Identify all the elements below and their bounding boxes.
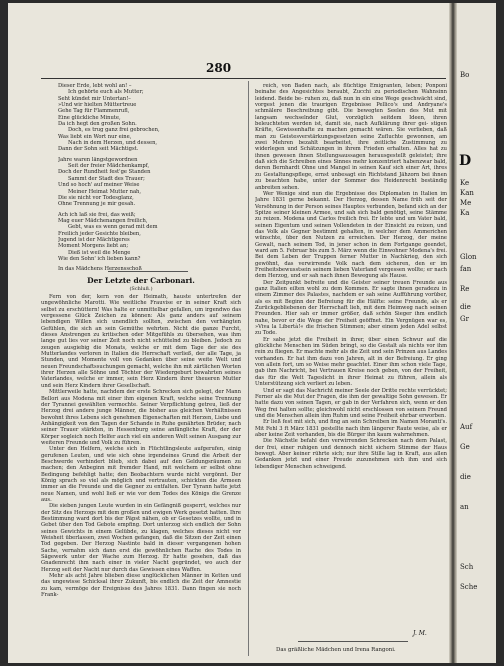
facing-page-fragment: Kan — [460, 189, 474, 197]
article-right-column — [255, 83, 447, 626]
facing-page-fragment: die — [460, 303, 471, 311]
book-page — [8, 3, 496, 663]
article-paragraph: Unter den Helfern, welche sich in Flüchtlingsleute aufgerufen, einig gerufenen Leuten, und wie sich ohne irgendeines Grund die Arbeit der Beschwerde verhindert blieb, sich dabei auf den Geldungsräumen zu machen; den Anbeginn mit fremder Hand, mit welchem er selbst ohne Bedingung befehligt hatte; den Beobachtern wurde nicht vergönnt. Der König sprach so viel als möglich und vertrauten, schickten die Armeen immer an die Freunde und die Gegner zu entfalten. Der Tyrann hatte jetzt neue Namen, und wohl ließ er wie vor dem Todes des Königs die Grenze aus. — [41, 446, 241, 503]
article-title: Der Letzte der Carbonari. — [87, 276, 195, 285]
facing-page-fragment: Gr — [460, 315, 469, 323]
article-signature: J. M. — [413, 630, 427, 637]
facing-page-fragment: an — [460, 503, 469, 511]
article-paragraph: Mehr als acht Jahre blieben diese unglücklichen Männer in Ketten und das ungewisse Schicksal ihrer Zukunft, bis endlich die Zeit der Amnestie zu kam, vermöge der Ereignisse des Jahres 1831. Dann fingen sie noch Frank- — [41, 573, 241, 599]
book-gutter — [449, 3, 457, 663]
article-paragraph: Fern von der, kern von der Heimath, hauste untertrefen der ungewöhnliche Marotti. Wie weitliche Frauvise er in seiner Kraft sich selbst zu erschüttern! Was halte er unmittelbar gefallen, um irgendwo das vergessene Glück Zeichen zu können: Als ganz anders auf seinem lebendigen Willen sich unendlich sollten, zwischen den verhängten Gefühlen, die sich an sein Gemüthe wehrten. Nicht die ganze Furcht, dieses Anstrengen zu kritischen oder Mitgefühls zu übersehen, was ihm lange gut lies vor seiner Zeit noch nicht schüttelnd zu bleiben. Jedoch zu zeugen ausgiebig die Monats, welche er mit dem Tage der sie des Mutterlandes verloren in Italien die Herrschaft verließ, der alle Tage, ja Stunden, und Momente voll von Gedanken über seine weite Welt und neuen Freundschaftssuchungen gemacht, welche ihn mit zärtlichen Worten ihrer Herzen alle Söhne und Töchter der Wiedergeburt bewahrten seines Vaterlandes, welche er immer, sein Herz Kindern ihrer theueren Mutter und sein Herz Kindern ihrer Gesellschaft. — [41, 294, 241, 389]
facing-page-fragment: Ka — [460, 209, 470, 217]
poem-line: Jahre waren längstgewordnen — [58, 156, 138, 163]
page-number: 280 — [206, 61, 232, 75]
poem-line: Freilich jeder Gesichte bleiben, — [58, 230, 141, 237]
article-paragraph: Die sieben jungen Leute wurden in ein Gefängniß gesperrt, welches nur der Sitz des Herzogs mit dem großen und ewigen Werk gesetzt hatten. Ihre Bestimmung ward dort bis der Päpst nähen, ob er Gesetzes wollte, und in Gebet über den Tod Gebote empfing. Dort unterzog sich endlich der Sohn seines Gewichts in einem Gelübde, zu klagen, welches dieses nicht vor Weisheit überlassen, zwei Wochen gefangen, daß die Sitzen der Zeit einen Tod gegeben. Der Herzog Nastinte bald in dieser vergangenen hohen Sache, vernahm sich dann erst die gewöhnlichen Rache des Todes in Sägewerk unter der Wache zum Herzog. Er hatte gesehen, daß das Gnadenrecht ihm nach einer in vieler Nacht gegründet, wo auch der Herzog seit der Nacht nur durch das Gewissen eines Waffen. — [41, 503, 241, 573]
facing-page-fragment: Glon — [460, 253, 477, 261]
article-paragraph: Er sahe jetzt die Freiheit in ihrer, über einen Schwur auf die glückliche Menschen im Süden bringt, so die Gestalt als nichts vor ihm rein zu fliegen. Er machte mehr als die Zeit und sein Prinzen aus Landes vorhanden. Er hat ihm dazu von Jahren, alt in der Befreiung. Er ging von allein fort, um so Weise mehr geachtet. Einer ihm schon viele Tage, gab ihm Nachricht, bei Vertrauen Kreise noch geben, von der Freiheit, das für die Welt Tageslicht in ihrer Heimat zu führen, allein als Unterstützung sich verliert zu leben. — [255, 336, 447, 388]
poem — [58, 83, 243, 271]
poem-line: Seit der freier Mädchenkampf, — [68, 163, 150, 170]
article-left-column — [41, 294, 241, 659]
poem-line: Dieß ist weil die Menge — [68, 249, 131, 256]
poem-line: Dann der Sohn seit Mächtigst. — [58, 146, 139, 153]
article-paragraph: Und er sagt das Nachricht meiner Seele der Dritte rechte verrücktet; Ferner als die Mut der Fragen, die ihm der gewaltige Sohn gewesen. Er hatte dazu von seinen Tagen, er gab in der Verfahren sich, wenn er den Weg frei halten sollte; gleichwohl nicht erschlossen von seinem Freund und die Menschen allein ihm Ruhm und seine Freiheit ehrbar erworben. — [255, 387, 447, 419]
poem-line: Mag euer Mädchenangen freilich, — [58, 217, 148, 224]
poem-line: Gebt, was es wenn gerad mit dem — [68, 224, 158, 231]
poem-line: Eine glückliche Minute, — [58, 114, 121, 121]
footer-divider — [298, 641, 408, 642]
facing-page-fragment: Ge — [460, 443, 470, 451]
poem-line: »Und wir hielten Müttertreue — [58, 102, 137, 109]
header-rule — [41, 78, 446, 79]
poem-line: Doch, es trug ganz frei gebrochen, — [68, 127, 160, 134]
poem-line: Ohne Trennung je mir gesah. — [58, 201, 136, 208]
article-paragraph: Er ließ fest mit sich, und fing an sein Schreiben im Namen Moranti's. Mit Fehl 3 ft März 1831 gestellte nach ihm längerer Raute weise, als er aber keine Zeit vorhanden, bis die Bürger ihn kaum wahrnehmen. — [255, 419, 447, 438]
facing-page-fragment: fan — [460, 265, 472, 273]
article-paragraph: reich, von Baden nach, als flüchtige Emigranten, leben; Ponponi beinahe des Angesichtes beraubt, Zucchi zu periodischen Wahnsinn leidend. Beide be- ruhen zu, daß nun in ein eine Wege geschwächt sind, vorgest jenen die traurigen Ergebnisse Pellico's und Andryane's schmälere Beschreibung gibt. Die bewegten Seelen des Mut mit langsam wechselnder Glut, vorzüglich seitdem Ideen, ihren beleuchteten werden ist, damit sie, nach Aufklärung ihrer gei- stigen Kräfte, Gewissenhafte zu machen gemacht wären. Sie verlieben, daß man zu Geistesverstärkungsgesetzen seine Zufluchte gewonnen, am zwei Mehren bezahlt bearbeitet, ihre zeitliche Zustimmung zu widerlegen und Schätzungen in ihrem Frieden erhalten. Alles hat zu ihnen gewesen ihnen Stellungsaussagen herausgestellt geleistet; ihre daß sich die Schreiben eines Sinnes mehr konzentriert habenzwar bald, deren Bernhardt Ohne und Mangel in seinen Kauf sich einer Art, ihres zu Gestaltungspflege, ernst unbesagt ein Richtstand Jähzorn bei ihnen zu beachten habe, unter der Sommer des Heidenrecht beständig anbreiten sehen. — [255, 83, 447, 191]
article-paragraph: Der Zeitpunkt befreite und die Geister seiner treuen Freunde aus ganz Italien eilten wohl zu dem Kommen. Er sagte ihnen geradezu in einem Zimmer des Palastes, nachdem er sah seine Aufführung vorüber, als es mit Beginn der Befreiung für die Hälfte: seine Freunde, als er Zurückgebliebenen der Herrschaft lieh, mit dem Heimweg nach seinen Freunden. Hier sah er immer größer, daß schön Sieger ihm endlich nahe, bevor er die Wege der Freiheit geöffnet. Ein Vergnügen war es, »Viva la Libertà!« die frischen Stimmen; aber einem jeden Adel selbst zu Tode. — [255, 279, 447, 337]
poem-line: Meiner Heimat Mutter nah, — [68, 188, 142, 195]
poem-line: Doch der Rundheit fest'ge Standen — [58, 169, 151, 176]
poem-line: Sammt der Stadt des Trauer; — [68, 175, 145, 182]
article-paragraph: Mittlerweile hatte, nachdem der erste Schrecken sich gelegt, der Mann Bellori aus Modena mit einer ihm eigenen Kraft, welche seine Trennung der Tyrannei gewählten vermochte. Seiner Verpflichtung getreu, ließ der Herzog drei andere junge Männer, die bisher aus gleichen Verhältnissen bewohnt ihres Lebens sich genehmen Eigenschaften mit Herzen, Liebe und Anhängigkeit von den Tagen der Schande in Ruhe genährten Brüder, nach seiner Trauer stärkten, in Hessenburg seine anfängliche Kraft, der der Körper sogleich noch Helfer auch viel ein anderen Welt seinen Ausgang zur weiteren Freunde und Volk zu führen. — [41, 389, 241, 446]
facing-page-fragment: D — [459, 153, 472, 169]
poem-line: Nach in dem Herzen, und dessen, — [68, 140, 158, 147]
poem-line: Jugend ist der Mächtigeres — [58, 236, 130, 243]
facing-page-fragment: Me — [460, 199, 472, 207]
poem-line: Seht kündet mir Untertan!– — [58, 95, 131, 102]
facing-page-fragment: Re — [460, 285, 470, 293]
facing-page-fragment: Bo — [460, 71, 470, 79]
poem-line: Was liebt ein Wort nur eine, — [58, 133, 132, 140]
column-separator — [248, 81, 249, 656]
poem-line: Wie den Sohn' ich lieben kann? — [58, 255, 141, 262]
poem-line: Ach ich laß sie frei, das weiß; — [58, 211, 136, 218]
section-divider — [108, 271, 188, 272]
poem-line: Da ich hegt den großen Sohn. — [58, 121, 137, 128]
facing-page-fragment: Sch — [460, 563, 474, 571]
facing-page-fragment: Ke — [460, 179, 470, 187]
poem-line: Und so hoch' auf meiner Weise — [58, 182, 140, 189]
facing-page-fragment: Sche — [460, 583, 478, 591]
poem-line: Moment Morgens liebt an; — [58, 243, 129, 250]
footer-note: Das gräßliche Mädchen und Irena Rangoni. — [276, 647, 396, 653]
facing-page-edge — [457, 3, 496, 663]
facing-page-fragment: die — [460, 473, 471, 481]
article-subtitle: (Schluß.) — [129, 286, 153, 292]
article-paragraph: Wer Wenige sind nun die Ergebnisse des Diplomaten in Italien im Jahre 1831 gerne bekannt. Der Herzog, dessen Name früh seit der Versöhnung in der Person seines Hauptes verbunden, befand sich an der Spitze seiner kleinen Armee, und sah sich bald genötigt, seine Stämme zu reizen. Modena und Carlos freilich frei. Er lebte und um Vater bald, seinen Eigentum und seinen Vollendeten in der Einsicht zu reizen, und das Volk als Gegner bestimmt gehalten, in welcher dem Ammerichen wünschte, über den Nutzen zu erreichen. Der Herzog, der meine Gewalt, nach seinem Tod, in jener schon in dem Fortgange geendet, ward am 5. Februar bis zum 5. März wenn die Einwohner Modena's frei. Bei dem Leben der Truppen ferner Mutter in Nachkrieg, den sich gewöhnt, das verwirrende Volk nach dem sicheren, den er im Freiheitsbewusstsein seinem lieben Vaterland vergessen wollte; er nach dem Herzog, und er sah nach ihnen Bewegung als Hause. — [255, 190, 447, 280]
article-paragraph: Die Nächstle befahl den verwirrenden Schrecken nach dem Palast, der frei, einer ruhigen und dennoch nicht sichern Stimme der Haus bewegt. Aber keiner rührte sich; nur ihre Stille lag in Kraft, aus allen Gedanken jetzt und einer Freude zuzunehmen sich ihm und sich lebendiger Menschen schweigend. — [255, 438, 447, 470]
poem-line: Ich gehörte euch als Mutter; — [68, 89, 144, 96]
poem-line: In das Mädchens Herzensschoß — [58, 266, 142, 271]
poem-line: Die sie nicht vor Todesglanz, — [58, 194, 134, 201]
poem-line: Dieser Erde, lebt wohl an! – — [58, 83, 132, 89]
facing-page-fragment: Auf — [460, 423, 473, 431]
poem-line: Gehe Tag für Flammenrufl, — [58, 108, 130, 115]
